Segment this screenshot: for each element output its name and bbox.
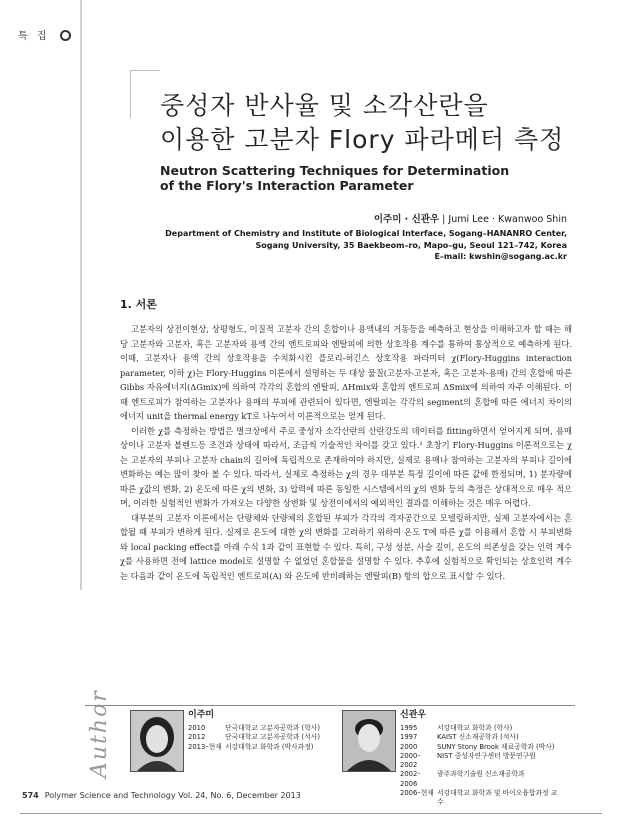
author-names-en: Jumi Lee · Kwanwoo Shin xyxy=(448,214,567,225)
section-bullet-icon xyxy=(60,30,71,41)
affiliation-email: E–mail: kwshin@sogang.ac.kr xyxy=(434,252,567,261)
author2-bio xyxy=(400,724,560,808)
author-divider xyxy=(85,705,575,706)
bio-row: 2012 단국대학교 고분자공학과 (석사) xyxy=(188,733,320,742)
page-number: 574 xyxy=(22,791,39,800)
bio-row: 2000 SUNY Stony Brook 재료공학과 (박사) xyxy=(400,742,555,751)
bio-row: 2006–현재 서강대학교 화학과 및 바이오융합과정 교수 xyxy=(400,789,558,807)
affiliation-line2: Sogang University, 35 Baekbeom–ro, Mapo–gu, Seoul 121–742, Korea xyxy=(255,240,567,250)
bio-row: 2010 단국대학교 고분자공학과 (학사) xyxy=(188,724,320,732)
journal-info: Polymer Science and Technology Vol. 24, No. 6, December 2013 xyxy=(44,791,301,800)
section-heading: 1. 서론 xyxy=(120,298,157,311)
affiliation-line1: Department of Chemistry and Institute of Biological Interface, Sogang–HANANRO Center, xyxy=(165,229,567,238)
title-en-line1: Neutron Scattering Techniques for Determination xyxy=(160,163,510,178)
author2-name: 신관우 xyxy=(400,710,427,720)
title-frame-top xyxy=(130,70,160,71)
title-en-line2: of the Flory's Interaction Parameter xyxy=(160,178,414,193)
margin-rule xyxy=(80,0,82,590)
author1-name: 이주미 xyxy=(188,710,215,720)
section-tag: 특 집 xyxy=(18,31,50,42)
author-label: Author xyxy=(87,689,112,778)
affiliation xyxy=(165,228,567,263)
bio-row: 2013–현재 서강대학교 화학과 (박사과정) xyxy=(188,742,314,751)
bio-row: 2002–2006 광주과학기술원 신소재공학과 xyxy=(400,770,525,788)
title-frame-left xyxy=(130,70,131,118)
bio-row: 1997 KAIST 신소재공학과 (석사) xyxy=(400,733,519,742)
paragraph-1: 고분자의 상전이현상, 상평형도, 이질적 고분자 간의 혼합이나 용액내의 거동등을 예측하고 현상을 이해하고자 할 때는 해당 고분자와 고분자, 혹은 고분자와 용액 간의 엔트로피와 엔탈피에 의한 상호작용 계수를 통하여 통상적으로 예측하게 된다. 이때, 고분자나 용액 간의 상호작용을 수치화시킨 플로리-허긴스 상호작용 파라미터 χ(Flory-Huggins interaction parameter, 이하 χ)는 Flory-Huggins 이론에서 설명하는 두 대상 물질(고분자-고분자, 혹은 고분자-용매) 간의 혼합에 따른 Gibbs 자유에너지(ΔGmix)에 의하여 각각의 혼합의 엔탈피, ΔHmix와 혼합의 엔트로피 ΔSmix에 의하여 자주 이해된다. 이때 엔트로피가 참여하는 고분자나 용매의 부피에 관련되어 있다면, 엔탈피는 각각의 segment의 혼합에 따른 에너지 차이의 에너지 unit을 thermal energy kT로 나누어서 이론적으로는 얻게 된다. xyxy=(120,324,573,421)
bio-row: 2000–2002 NIST 중성자연구센터 방문연구원 xyxy=(400,751,536,770)
paragraph-2: 이러한 χ를 측정하는 방법은 벌크상에서 주로 중성자 소각산란의 산란강도의 데이터를 fitting하면서 얻어지게 되며, 용매상이나 고분자 블렌드등 조건과 상태에 따라서, 조금씩 기술적인 차이를 갖고 있다.¹ 초창기 Flory-Huggins 이론적으로는 χ는 고분자의 부피나 고분자 chain의 길이에 독립적으로 존재하여야 하지만, 실제로 용매나 참여하는 고분자의 부피나 길이에 변화하는 예는 많이 찾아 볼 수 있다. 따라서, 실제로 측정하는 χ의 경우 대부분 특정 길이에 따른 값에 한정되며, 1) 분자량에 따른 χ값의 변화, 2) 온도에 따른 χ의 변화, 3) 압력에 따른 동일한 시스템에서의 χ의 변화 등의 측정은 상대적으로 매우 적으며, 이러한 실험적인 변화가 가져오는 다양한 상변화 및 상전이에서의 예외적인 결과를 이해하는 것은 매우 어렵다. xyxy=(120,425,572,508)
footer-rule xyxy=(20,813,602,814)
author-names-ko: 이주미 · 신관우 xyxy=(373,214,440,225)
bio-row: 1995 서강대학교 화학과 (학사) xyxy=(400,724,513,732)
author1-bio xyxy=(188,724,328,752)
author1-photo xyxy=(130,710,184,772)
paragraph-3: 대부분의 고분자 이론에서는 단량체와 단량체의 혼합된 부피가 각각의 격자공간으로 모델링하지만, 실제 고분자에서는 혼합될 때 부피가 변하게 된다. 실제로 온도에 대한 χ의 변화를 고려하기 위하여 온도 T에 따른 χ를 이용해서 혼합 시 부피변화와 local packing effect를 아래 수식 1과 같이 표현할 수 있다. 특히, 구성 성분, 사슬 길이, 온도의 의존성을 갖는 인력 계수 χ를 사용하면 전에 lattice model로 설명할 수 없었던 혼합물을 설명할 수 있다. 추후에 실험적으로 확인되는 상호인력 계수는 다음과 같이 온도에 독립적인 엔트로피(A) 와 온도에 반비례하는 엔탈피(B) 항의 합으로 표시할 수 있다. xyxy=(120,512,572,581)
page-footer xyxy=(22,791,301,800)
title-ko-line1: 중성자 반사율 및 소각산란을 xyxy=(160,91,489,120)
article-body xyxy=(120,322,572,583)
author-line xyxy=(374,211,567,225)
author2-photo xyxy=(342,710,396,772)
title-ko-line2: 이용한 고분자 Flory 파라메터 측정 xyxy=(160,125,565,154)
author-separator: | xyxy=(442,214,446,225)
